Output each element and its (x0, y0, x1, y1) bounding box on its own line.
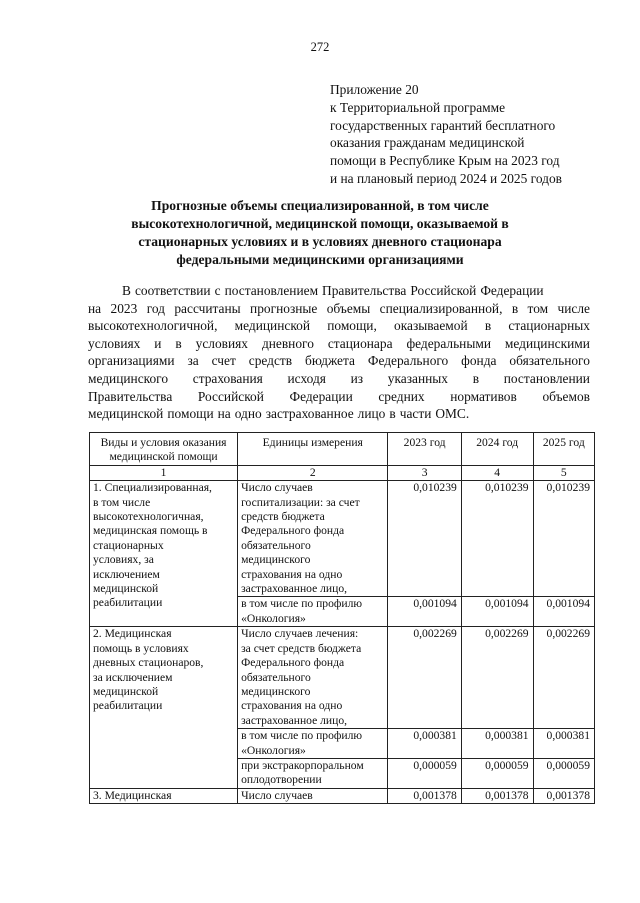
paragraph-word: Правительства (88, 388, 173, 404)
paragraph-word: застрахованное (265, 406, 354, 422)
paragraph-word: с (214, 283, 221, 298)
unit-line: Число случаев (241, 788, 313, 802)
paragraph-word: постановлении (503, 370, 590, 386)
unit-line: страхования на одно (241, 699, 343, 713)
paragraph-word: медицинской (234, 318, 311, 334)
value-2025: 0,010239 (533, 481, 594, 597)
unit-cell (238, 597, 388, 627)
column-number: 3 (388, 465, 461, 480)
paragraph-word: стационара (327, 335, 393, 351)
appendix-line: государственных гарантий бесплатного (330, 117, 556, 133)
title-line: Прогнозные объемы специализированной, в том числе (151, 198, 489, 213)
value-2025: 0,002269 (533, 627, 594, 729)
unit-cell (238, 729, 388, 759)
value-2024: 0,010239 (461, 481, 533, 597)
paragraph-word: том (527, 300, 549, 316)
care-type-line: стационарных (93, 538, 164, 552)
paragraph-word: за (187, 353, 199, 369)
paragraph-word: ОМС. (435, 406, 470, 422)
paragraph-word: год (146, 300, 165, 316)
paragraph-word: федеральными (406, 335, 491, 351)
unit-line: Федерального фонда (241, 524, 345, 538)
unit-line: медицинского (241, 684, 311, 698)
unit-line: Федерального фонда (241, 656, 345, 670)
value-2023: 0,000381 (388, 729, 461, 759)
paragraph-line (88, 388, 590, 406)
paragraph-word: и (154, 335, 162, 351)
column-number: 5 (533, 465, 594, 480)
paragraph-word: бюджета (305, 353, 355, 369)
paragraph-word: в (175, 335, 182, 351)
value-2025: 0,000381 (533, 729, 594, 759)
table-row (90, 627, 595, 729)
value-2024: 0,000059 (461, 758, 533, 788)
unit-line: госпитализации: за счет (241, 495, 360, 509)
unit-line: страхования на одно (241, 567, 343, 581)
header-2024: 2024 год (461, 433, 533, 466)
paragraph-word: счет (211, 353, 236, 369)
appendix-header (330, 81, 562, 188)
care-type-line: за исключением (93, 670, 173, 684)
care-type-line: высокотехнологичная, (93, 510, 204, 524)
care-type-line: исключением (93, 567, 160, 581)
paragraph-line (88, 317, 590, 335)
value-2023: 0,001378 (388, 788, 461, 803)
column-number-row (90, 465, 595, 480)
paragraph-word: Федерации (480, 283, 544, 298)
care-type-cell (90, 481, 238, 627)
paragraph-word: В (122, 283, 131, 298)
paragraph-line (88, 335, 590, 353)
paragraph-line (88, 352, 590, 370)
unit-cell (238, 758, 388, 788)
value-2025: 0,001378 (533, 788, 594, 803)
paragraph-word: помощи, (327, 318, 377, 334)
paragraph-word: Федерации (289, 388, 353, 404)
paragraph-word: части (399, 406, 432, 422)
paragraph-word: из (350, 370, 364, 386)
paragraph-word: средств (248, 353, 293, 369)
paragraph-line (88, 405, 590, 423)
paragraph-word: объемов (542, 388, 590, 404)
paragraph-word: дневного (261, 335, 314, 351)
unit-line: застрахованное лицо, (241, 582, 348, 596)
paragraph-word: указанных (387, 370, 448, 386)
care-type-line: помощь в условиях (93, 641, 189, 655)
unit-line: в том числе по профилю (241, 729, 363, 743)
paragraph-word: Российской (410, 283, 477, 298)
paragraph-word: на (217, 406, 231, 422)
value-2023: 0,000059 (388, 758, 461, 788)
care-type-line: медицинская помощь в (93, 524, 208, 538)
care-type-line: реабилитации (93, 596, 163, 610)
paragraph-word: организациями (88, 353, 175, 369)
care-type-line: 1. Специализированная, (93, 481, 212, 495)
paragraph-word: оказываемой (394, 318, 468, 334)
unit-line: Число случаев (241, 481, 313, 495)
paragraph-word: средних (378, 388, 425, 404)
care-type-line: дневных стационаров, (93, 656, 204, 670)
paragraph-line (88, 282, 590, 300)
paragraph-word: соответствии (134, 283, 211, 298)
paragraph-word: специализированной, (379, 300, 503, 316)
unit-line: за счет средств бюджета (241, 641, 362, 655)
header-2023: 2023 год (388, 433, 461, 466)
appendix-line: к Территориальной программе (330, 99, 506, 115)
table-header-row (90, 433, 595, 466)
paragraph-word: стационарных (508, 318, 590, 334)
unit-line: обязательного (241, 670, 311, 684)
care-type-cell (90, 788, 238, 803)
paragraph-word: 2023 (110, 300, 138, 316)
value-2023: 0,010239 (388, 481, 461, 597)
volumes-table (89, 432, 595, 804)
unit-line: в том числе по профилю (241, 597, 363, 611)
paragraph-word: одно (234, 406, 262, 422)
paragraph-word: условиях (195, 335, 249, 351)
unit-line: «Онкология» (241, 743, 306, 757)
unit-cell (238, 481, 388, 597)
table-row (90, 788, 595, 803)
unit-line: Число случаев лечения: (241, 627, 359, 641)
title-line: стационарных условиях и в условиях дневного стационара (138, 234, 502, 249)
paragraph-word: медицинской (88, 406, 164, 422)
paragraph-word: в (484, 318, 492, 334)
appendix-line: Приложение 20 (330, 82, 419, 97)
value-2024: 0,001378 (461, 788, 533, 803)
paragraph-word: высокотехнологичной, (88, 318, 218, 334)
paragraph-word: в (389, 406, 396, 422)
header-care-type: Виды и условия оказания медицинской помощи (90, 433, 238, 466)
value-2024: 0,001094 (461, 597, 533, 627)
header-units: Единицы измерения (238, 433, 388, 466)
column-number: 1 (90, 465, 238, 480)
care-type-line: медицинской (93, 582, 159, 596)
paragraph-word: условиях (88, 335, 141, 351)
paragraph-word: Федерального (367, 353, 449, 369)
unit-line: при экстракорпоральном (241, 758, 364, 772)
care-type-line: 3. Медицинская (93, 788, 172, 802)
unit-line: застрахованное лицо, (241, 713, 348, 727)
paragraph-word: исходя (287, 370, 326, 386)
paragraph-word: в (511, 300, 519, 316)
paragraph-word: обязательного (509, 353, 590, 369)
page-number: 272 (310, 40, 330, 54)
paragraph-line (88, 370, 590, 388)
care-type-line: реабилитации (93, 699, 163, 713)
paragraph-word: числе (557, 300, 590, 316)
table-body (90, 481, 595, 804)
paragraph-word: лицо (357, 406, 386, 422)
unit-line: средств бюджета (241, 510, 325, 524)
paragraph-word: объемы (326, 300, 371, 316)
title-line: федеральными медицинскими организациями (176, 252, 464, 267)
paragraph-word: прогнозные (250, 300, 318, 316)
care-type-line: медицинской (93, 684, 159, 698)
column-number: 2 (238, 465, 388, 480)
value-2023: 0,002269 (388, 627, 461, 729)
value-2023: 0,001094 (388, 597, 461, 627)
value-2024: 0,002269 (461, 627, 533, 729)
paragraph-word: страхования (192, 370, 263, 386)
appendix-line: и на плановый период 2024 и 2025 годов (330, 170, 562, 186)
unit-cell (238, 788, 388, 803)
paragraph-word: медицинского (88, 370, 169, 386)
paragraph-line (88, 300, 590, 318)
paragraph-word: помощи (167, 406, 214, 422)
appendix-line: оказания гражданам медицинской (330, 135, 525, 151)
header-2025: 2025 год (533, 433, 594, 466)
paragraph-word: фонда (461, 353, 497, 369)
care-type-line: 2. Медицинская (93, 627, 172, 641)
unit-line: оплодотворении (241, 773, 322, 787)
paragraph-word: Российской (197, 388, 264, 404)
paragraph-word: медицинскими (504, 335, 590, 351)
care-type-cell (90, 627, 238, 788)
paragraph-word: Правительства (322, 283, 407, 298)
appendix-line: помощи в Республике Крым на 2023 год (330, 153, 560, 169)
unit-cell (238, 627, 388, 729)
column-number: 4 (461, 465, 533, 480)
care-type-line: условиях, за (93, 553, 154, 567)
document-title (80, 197, 560, 269)
paragraph-word: на (88, 300, 102, 316)
paragraph-word: постановлением (224, 283, 319, 298)
unit-line: обязательного (241, 538, 311, 552)
paragraph-word: нормативов (450, 388, 517, 404)
care-type-line: в том числе (93, 495, 151, 509)
unit-line: медицинского (241, 553, 311, 567)
title-line: высокотехнологичной, медицинской помощи, оказываемой в (131, 216, 509, 231)
value-2025: 0,000059 (533, 758, 594, 788)
value-2025: 0,001094 (533, 597, 594, 627)
body-paragraph (88, 282, 590, 423)
table-row (90, 481, 595, 597)
value-2024: 0,000381 (461, 729, 533, 759)
paragraph-word: в (472, 370, 480, 386)
paragraph-word: рассчитаны (174, 300, 241, 316)
unit-line: «Онкология» (241, 611, 306, 625)
